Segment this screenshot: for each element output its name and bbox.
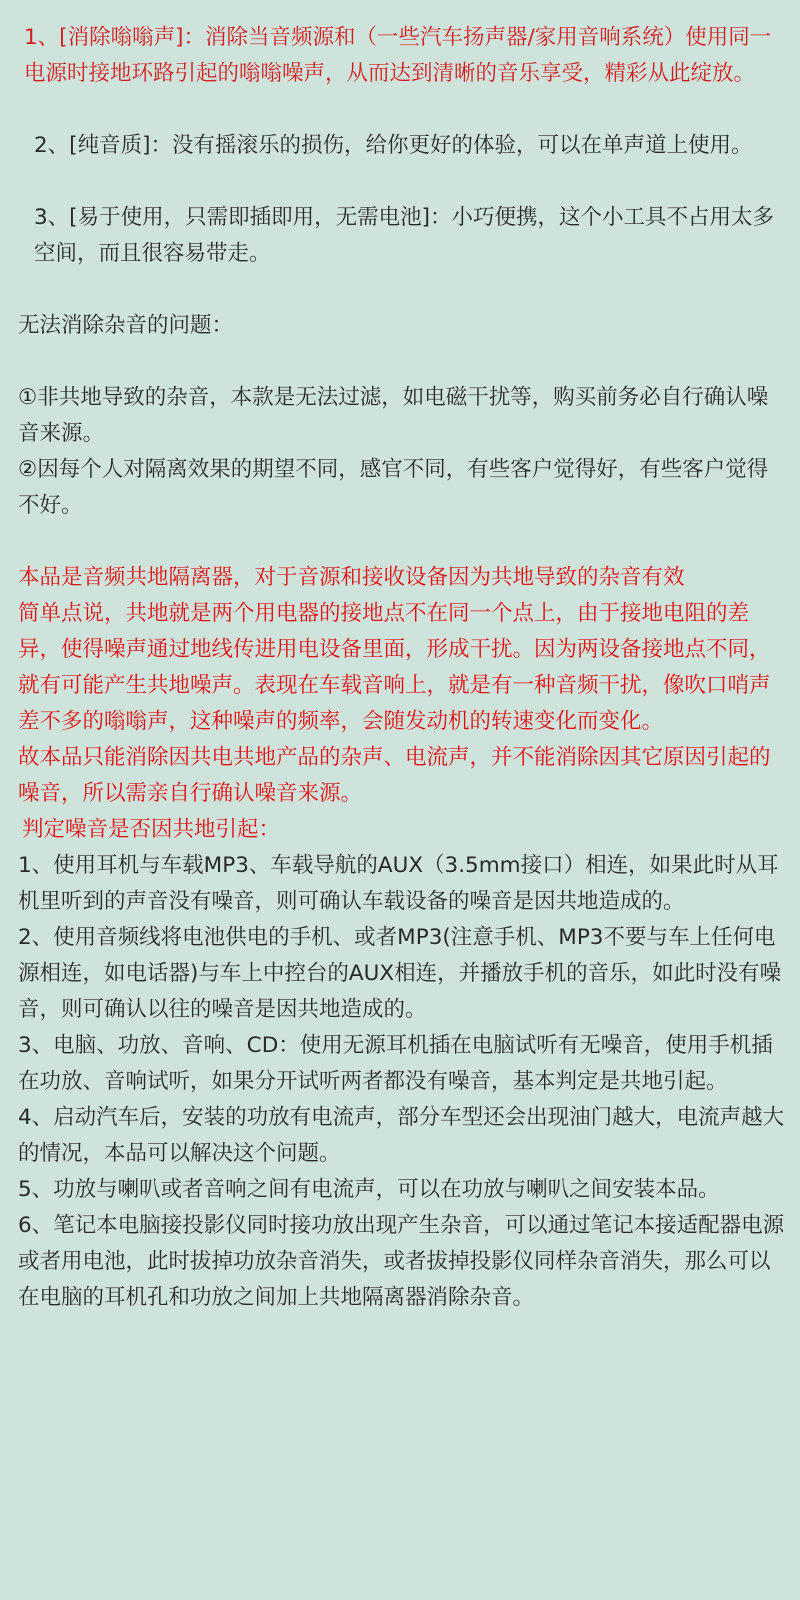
judgement-heading: 判定噪音是否因共地引起： xyxy=(22,817,281,842)
explanation-paragraph-2: 简单点说，共地就是两个用电器的接地点不在同一个点上，由于接地电阻的差异，使得噪声通过地线传进用电设备里面，形成干扰。因为两设备接地点不同，就有可能产生共地噪声。表现在车载音响上，就是有一种音频干扰，像吹口哨声差不多的嗡嗡声，这种噪声的频率，会随发动机的转速变化而变化。 xyxy=(18,601,771,734)
spacer xyxy=(18,344,786,380)
judgement-step-5: 5、功放与喇叭或者音响之间有电流声，可以在功放与喇叭之间安装本品。 xyxy=(18,1177,720,1202)
judgement-step-4: 4、启动汽车后，安装的功放有电流声，部分车型还会出现油门越大，电流声越大的情况，本品可以解决这个问题。 xyxy=(18,1105,785,1166)
explanation-paragraph-3: 故本品只能消除因共电共地产品的杂声、电流声，并不能消除因其它原因引起的噪音，所以需亲自行确认噪音来源。 xyxy=(18,745,771,806)
limitations-heading: 无法消除杂音的问题： xyxy=(18,313,234,338)
judgement-step-6: 6、笔记本电脑接投影仪同时接功放出现产生杂音，可以通过笔记本接适配器电源或者用电池，此时拔掉功放杂音消失，或者拔掉投影仪同样杂音消失，那么可以在电脑的耳机孔和功放之间加上共地隔离器消除杂音。 xyxy=(18,1213,785,1310)
feature-point-1: 1、[消除嗡嗡声]：消除当音频源和（一些汽车扬声器/家用音响系统）使用同一电源时接地环路引起的嗡嗡噪声，从而达到清晰的音乐享受，精彩从此绽放。 xyxy=(24,25,772,86)
spacer xyxy=(18,272,786,308)
spacer xyxy=(18,524,786,560)
spacer xyxy=(18,92,786,128)
feature-point-3: 3、[易于使用，只需即插即用，无需电池]：小巧便携，这个小工具不占用太多空间，而且很容易带走。 xyxy=(34,205,774,266)
explanation-paragraph-1: 本品是音频共地隔离器，对于音源和接收设备因为共地导致的杂音有效 xyxy=(18,565,685,590)
limitation-item-2: ②因每个人对隔离效果的期望不同，感官不同，有些客户觉得好，有些客户觉得不好。 xyxy=(18,457,769,518)
judgement-step-1: 1、使用耳机与车载MP3、车载导航的AUX（3.5mm接口）相连，如果此时从耳机里听到的声音没有噪音，则可确认车载设备的噪音是因共地造成的。 xyxy=(18,853,779,914)
limitation-item-1: ①非共地导致的杂音，本款是无法过滤，如电磁干扰等，购买前务必自行确认噪音来源。 xyxy=(18,385,769,446)
feature-point-2: 2、[纯音质]：没有摇滚乐的损伤，给你更好的体验，可以在单声道上使用。 xyxy=(34,133,753,158)
judgement-step-2: 2、使用音频线将电池供电的手机、或者MP3(注意手机、MP3不要与车上任何电源相连，如电话器)与车上中控台的AUX相连，并播放手机的音乐，如此时没有噪音，则可确认以往的噪音是因共地造成的。 xyxy=(18,925,782,1022)
spacer xyxy=(18,164,786,200)
judgement-step-3: 3、电脑、功放、音响、CD：使用无源耳机插在电脑试听有无噪音，使用手机插在功放、音响试听，如果分开试听两者都没有噪音，基本判定是共地引起。 xyxy=(18,1033,773,1094)
